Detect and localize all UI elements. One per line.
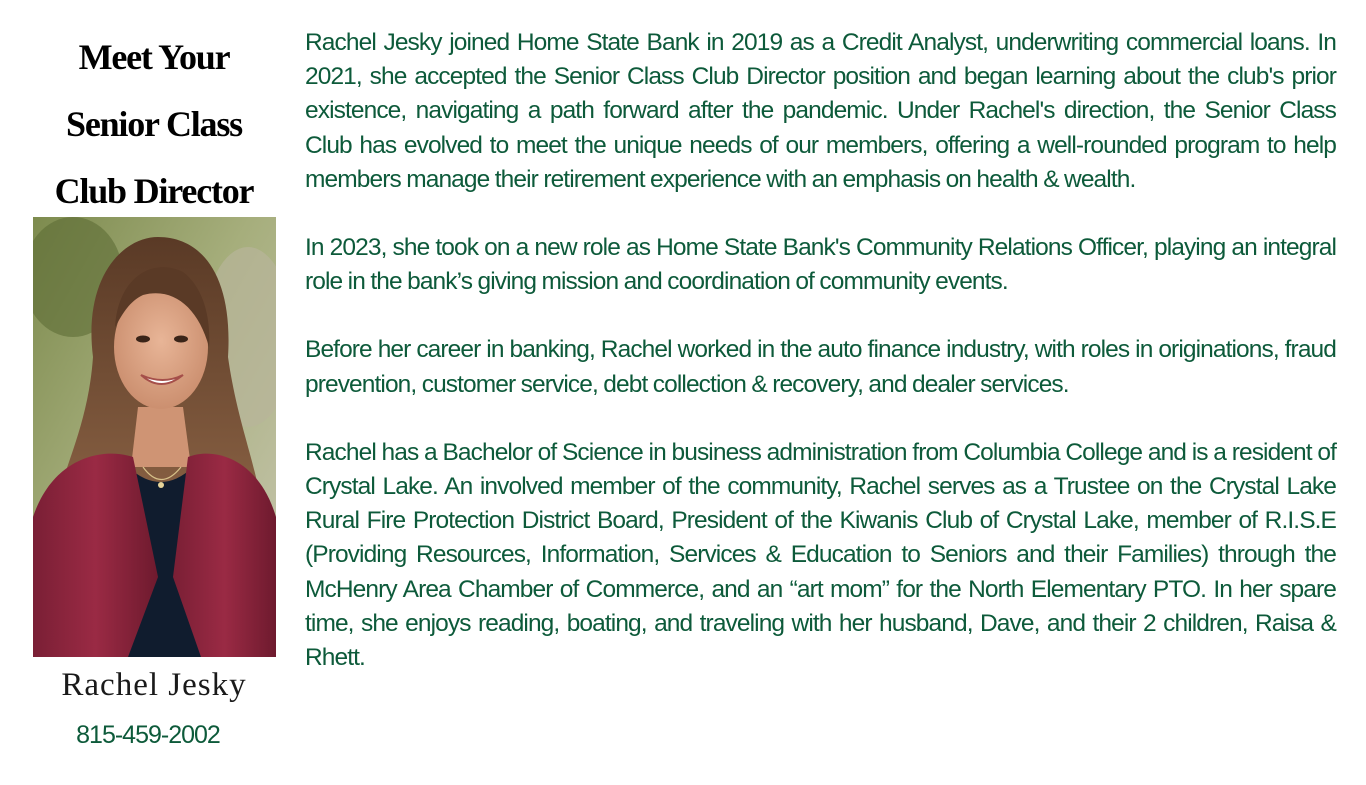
title-line-2: Senior Class bbox=[66, 104, 242, 144]
director-photo bbox=[33, 217, 276, 657]
sidebar bbox=[30, 24, 278, 749]
bio-text bbox=[305, 26, 1336, 675]
title-line-3: Club Director bbox=[54, 171, 254, 211]
title-line-1: Meet Your bbox=[78, 37, 230, 77]
bio-paragraph-2: In 2023, she took on a new role as Home State Bank's Community Relations Officer, playing an integral role in the bank’s giving mission and coordination of community events. bbox=[305, 234, 1336, 296]
phone-number[interactable]: 815-459-2002 bbox=[76, 721, 220, 749]
director-name: Rachel Jesky bbox=[61, 667, 247, 703]
page-title bbox=[30, 24, 278, 225]
bio-paragraph-1: Rachel Jesky joined Home State Bank in 2019 as a Credit Analyst, underwriting commercial loans. In 2021, she accepted the Senior Class Club Director position and began learning about the club's prior existence, navigating a path forward after the pandemic. Under Rachel's direction, the Senior Class Club has evolved to meet the unique needs of our members, offering a well-rounded program to help members manage their retirement experience with an emphasis on health & wealth. bbox=[305, 29, 1336, 193]
bio-paragraph-4: Rachel has a Bachelor of Science in business administration from Columbia College and is a resident of Crystal Lake. An involved member of the community, Rachel serves as a Trustee on the Crystal Lake Rural Fire Protection District Board, President of the Kiwanis Club of Crystal Lake, member of R.I.S.E (Providing Resources, Information, Services & Education to Seniors and their Families) through the McHenry Area Chamber of Commerce, and an “art mom” for the North Elementary PTO. In her spare time, she enjoys reading, boating, and traveling with her husband, Dave, and their 2 children, Raisa & Rhett. bbox=[305, 438, 1336, 672]
portrait-image bbox=[33, 217, 276, 657]
bio-paragraph-3: Before her career in banking, Rachel worked in the auto finance industry, with roles in originations, fraud prevention, customer service, debt collection & recovery, and dealer services. bbox=[305, 336, 1336, 398]
